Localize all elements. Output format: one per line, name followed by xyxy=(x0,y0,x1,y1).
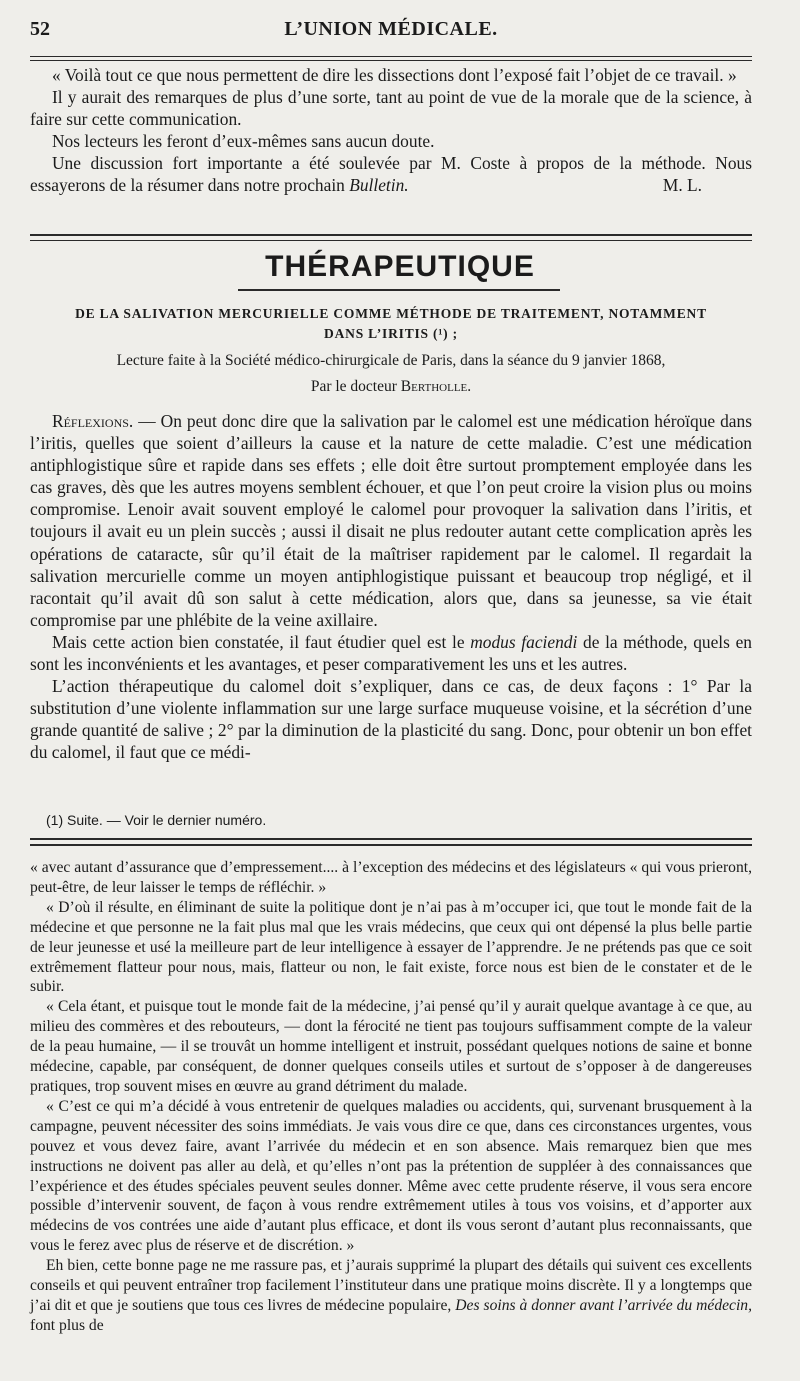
feuilleton-rule xyxy=(30,838,752,840)
feuilleton-paragraph: « D’où il résulte, en éliminant de suite la politique dont je n’ai pas à m’occuper ici, que tout le monde fait de la médecine et que personne ne la fait plus mal que les vrais médecins, que ceux qui ont dépensé la plus belle partie de leur jeunesse et usé la meilleure part de leur intelligence à essayer de l’apprendre. Je ne prétends pas que ce soit extrêmement flatteur pour nous, mais, flatteur ou non, le fait existe, force nous est bien de le constater et de le subir. xyxy=(30,898,752,996)
feuilleton-paragraph: « C’est ce qui m’a décidé à vous entretenir de quelques maladies ou accidents, qui, survenant brusquement à la campagne, peuvent nécessiter des soins immédiats. Je vais vous dire ce que, dans ces circonstances urgentes, vous pouvez et vous devez faire, avant l’arrivée du médecin et en son absence. Mais remarquez bien que mes instructions ne doivent pas aller au delà, et qu’elles n’ont pas la prétention de suppléer à des connaissances que l’expérience et des études spéciales peuvent seules donner. Même avec cette prudente réserve, il vous sera encore possible d’intervenir souvent, de façon à vous rendre extrêmement utiles à tous vos voisins, et d’apporter aux médecins de vos contrées une aide d’autant plus efficace, et dont ils vous seront d’autant plus reconnaissants, que vous le ferez avec plus de réserve et de discrétion. » xyxy=(30,1097,752,1255)
body-text: Mais cette action bien constatée, il faut étudier quel est le xyxy=(52,631,465,652)
page-header xyxy=(30,18,752,48)
journal-title: L’UNION MÉDICALE. xyxy=(284,18,498,40)
body-paragraph xyxy=(30,410,752,631)
intro-paragraph xyxy=(30,152,752,196)
section-rule xyxy=(30,234,752,236)
body-text: — On peut donc dire que la salivation par le calomel est une médication héroïque dans l’iritis, quelles que soient d’ailleurs la cause et la nature de cette maladie. C’est une médication antiphlogistique sûre et rapide dans ses effets ; elle doit être surtout promptement employée dans les cas graves, dès que les autres moyens semblent échouer, et que l’on peut croire la vision plus ou moins compromise. Lenoir avait souvent employé le calomel pour provoquer la salivation dans l’iritis, et toujours il avait eu un plein succès ; aussi il disait ne plus redouter autant cette complication après les opérations de cataracte, sûr qu’il était de la maîtriser rapidement par le calomel. Il regardait la salivation mercurielle comme un moyen antiphlogistique puissant et beaucoup trop négligé, et il racontait qu’il avait dû son salut à cette médication, alors que, dans sa jeunesse, sa vie était compromise par une phlébite de la veine axillaire. xyxy=(30,411,752,630)
reflexions-label: Réflexions. xyxy=(52,411,134,431)
section-title: THÉRAPEUTIQUE xyxy=(265,250,535,283)
lecture-line: Lecture faite à la Société médico-chirurgicale de Paris, dans la séance du 9 janvier 1868, xyxy=(116,352,666,369)
feuilleton-text xyxy=(30,858,752,1336)
body-paragraph xyxy=(30,631,752,675)
bulletin-italic: Bulletin. xyxy=(349,175,409,196)
article-body xyxy=(30,410,752,764)
feuilleton-paragraph: « avec autant d’assurance que d’empressement.... à l’exception des médecins et des législateurs « qui vous prieront, peut-être, de leur laisser le temps de réfléchir. » xyxy=(30,859,752,896)
body-paragraph: L’action thérapeutique du calomel doit s’expliquer, dans ce cas, de deux façons : 1° Par la substitution d’une violente inflammation sur une large surface muqueuse voisine, et la sécrétion d’une grande quantité de salive ; 2° par la diminution de la plasticité du sang. Donc, pour obtenir un bon effet du calomel, il faut que ce médi- xyxy=(30,676,752,763)
book-title-italic: Des soins à donner avant l’arrivée du médecin, xyxy=(455,1296,752,1314)
feuilleton-paragraph: « Cela étant, et puisque tout le monde fait de la médecine, j’ai pensé qu’il y aurait quelque avantage à ce que, au milieu des commères et des rebouteurs, — dont la férocité ne tient pas toujours suffisamment compte de la valeur de la peau humaine, — il se trouvât un homme intelligent et instruit, possédant quelques notions de saine et bonne médecine, capable, par conséquent, de donner quelques conseils utiles et surtout de s’opposer à de dangereuses pratiques, trop souvent mises en œuvre au grand détriment du malade. xyxy=(30,998,752,1095)
intro-text-span: Une discussion fort importante a été soulevée par M. Coste à propos de la méthode. Nous essayerons de la résumer dans notre prochain xyxy=(30,153,752,196)
intro-paragraph: « Voilà tout ce que nous permettent de dire les dissections dont l’exposé fait l’objet de ce travail. » xyxy=(52,65,737,85)
author-prefix: Par le docteur xyxy=(310,378,397,395)
body-text: de la méthode, quels en sont les inconvénients et les avantages, et peser comparativement les uns et les autres. xyxy=(30,631,752,675)
footnote: (1) Suite. — Voir le dernier numéro. xyxy=(46,812,267,828)
header-rule-2 xyxy=(30,60,752,61)
section-rule-2 xyxy=(30,240,752,241)
feuilleton-text-span: font plus de xyxy=(30,1316,104,1334)
intro-paragraph: Nos lecteurs les feront d’eux-mêmes sans aucun doute. xyxy=(52,131,435,152)
article-subtitle-line2: DANS L’IRITIS (¹) ; xyxy=(324,326,458,341)
title-underline xyxy=(238,289,560,291)
feuilleton-text-span: Eh bien, cette bonne page ne me rassure pas, et j’aurais supprimé la plupart des détails qui suivent ces excellents conseils et qui peuvent entraîner trop facilement l’instituteur dans une pratique moins discrète. Il y a longtemps que j’ai dit et que je soutiens que tous ces livres de médecine populaire, xyxy=(30,1257,752,1314)
signature: M. L. xyxy=(662,175,702,196)
intro-paragraph: Il y aurait des remarques de plus d’une sorte, tant au point de vue de la morale que de la science, à faire sur cette communication. xyxy=(30,87,752,130)
feuilleton-rule-2 xyxy=(30,844,752,846)
modus-italic: modus faciendi xyxy=(470,631,578,652)
feuilleton-paragraph xyxy=(30,1256,752,1336)
author-line xyxy=(30,378,752,396)
header-rule xyxy=(30,56,752,57)
article-subtitle-line1: DE LA SALIVATION MERCURIELLE COMME MÉTHODE DE TRAITEMENT, NOTAMMENT xyxy=(75,306,707,321)
author-name: Bertholle. xyxy=(400,378,472,395)
page-number: 52 xyxy=(30,18,50,40)
intro-text xyxy=(30,64,752,197)
